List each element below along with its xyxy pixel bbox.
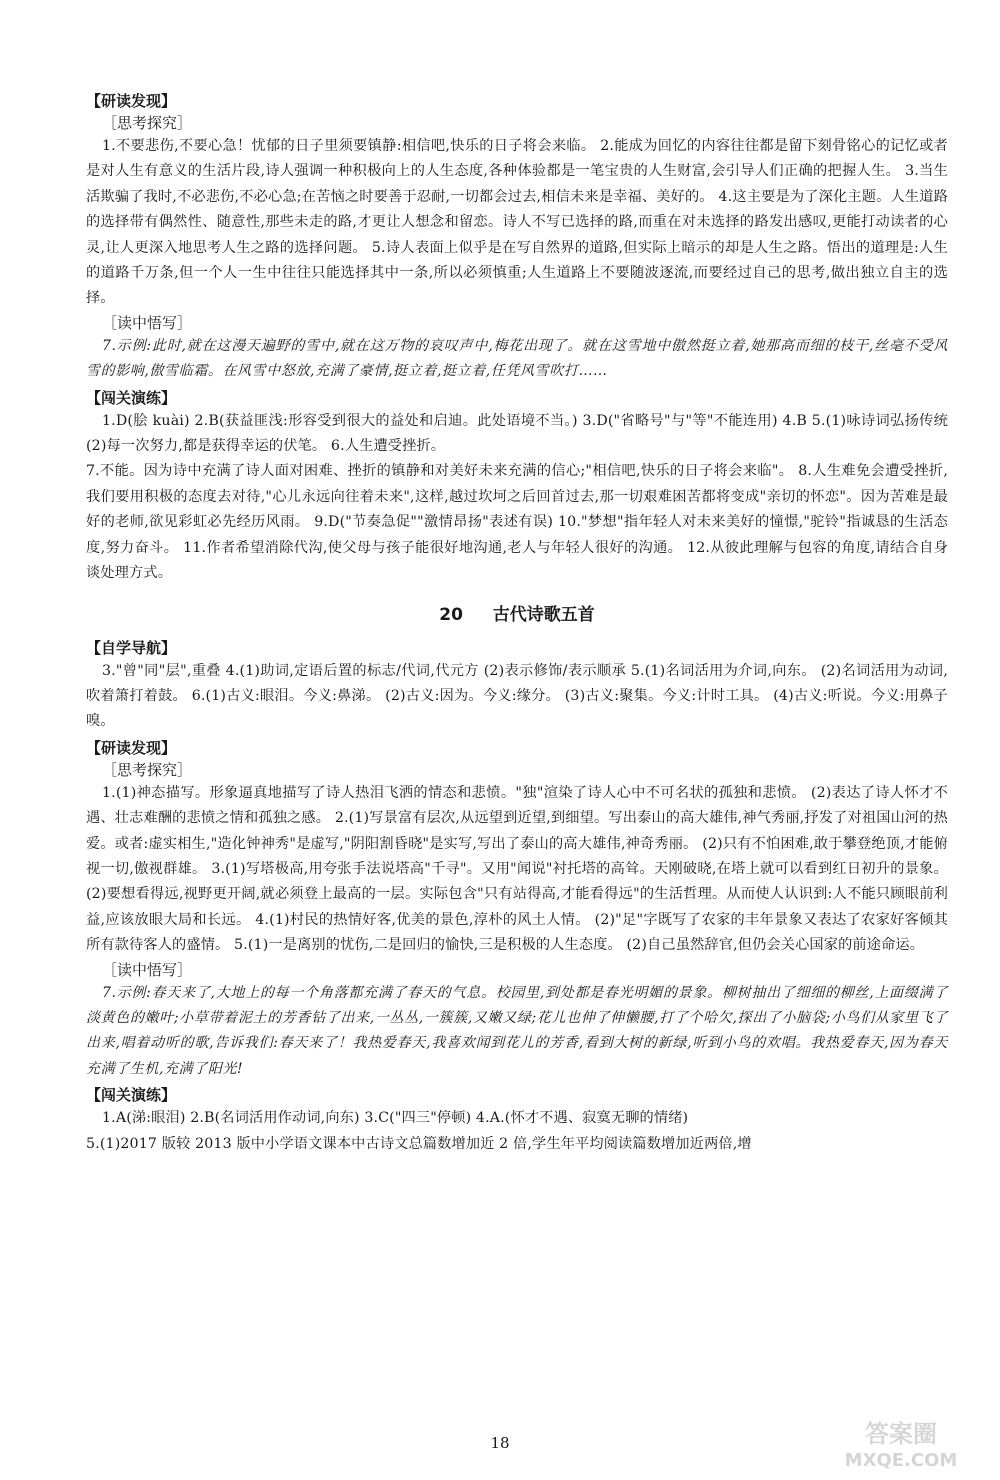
chapter-number: 20 (439, 604, 463, 625)
answer-paragraph: 3."曾"同"层",重叠 4.(1)助词,定语后置的标志/代词,代元方 (2)表示修饰/表示顺承 5.(1)名词活用为介词,向东。 (2)名词活用为动词,吹着箫打着鼓。 6.(1)古义:眼泪。今义:鼻涕。 (2)古义:因为。今义:缘分。 (3)古义:聚集。今义:计时工具。 (4)古义:听说。今义:用鼻子嗅。 (86, 662, 948, 730)
answer-paragraph: 1.不要悲伤,不要心急！忧郁的日子里须要镇静:相信吧,快乐的日子将会来临。 2.能成为回忆的内容往往都是留下刻骨铭心的记忆或者是对人生有意义的生活片段,诗人强调一种积极向上的人生态度,各种体验都是一笔宝贵的人生财富,会引导人们正确的把握人生。 3.当生活欺骗了我时,不必悲伤,不必心急;在苦恼之时要善于忍耐,一切都会过去,相信未来是幸福、美好的。 4.这主要是为了深化主题。人生道路的选择带有偶然性、随意性,那些未走的路,才更让人想念和留恋。诗人不写已选择的路,而重在对未选择的路发出感叹,更能打动读者的心灵,让人更深入地思考人生之路的选择问题。 5.诗人表面上似乎是在写自然界的道路,但实际上暗示的却是人生之路。悟出的道理是:人生的道路千万条,但一个人一生中往往只能选择其中一条,所以必须慎重;人生道路上不要随波逐流,而要经过自己的思考,做出独立自主的选择。 (86, 138, 948, 307)
section-heading-research: 【研读发现】 (86, 92, 177, 110)
chapter-name: 古代诗歌五首 (492, 604, 595, 625)
handwritten-example: 7.示例:春天来了,大地上的每一个角落都充满了春天的气息。校园里,到处都是春光明媚的景象。柳树抽出了细细的柳丝,上面缀满了淡黄色的嫩叶;小草带着泥土的芳香钻了出来,一丛丛,一簇簇,又嫩又绿;花儿也伸了伸懒腰,打了个哈欠,探出了小脑袋;小鸟们从家里飞了出来,唱着动听的歌,告诉我们:春天来了！我热爱春天,我喜欢闻到花儿的芳香,看到大树的新绿,听到小鸟的欢唱。我热爱春天,因为春天充满了生机,充满了阳光! (86, 984, 948, 1077)
answer-paragraph: 5.(1)2017 版较 2013 版中小学语文课本中古诗文总篇数增加近 2 倍,学生年平均阅读篇数增加近两倍,增 (86, 1135, 752, 1152)
section-heading-practice: 【闯关演练】 (86, 388, 177, 407)
answer-paragraph: 1.A(涕:眼泪) 2.B(名词活用作动词,向东) 3.C("四三"停顿) 4.A.(怀才不遇、寂寞无聊的情绪) (102, 1110, 689, 1127)
watermark-logo (816, 1414, 986, 1472)
handwritten-example: 7.示例:此时,就在这漫天遍野的雪中,就在这万物的哀叹声中,梅花出现了。就在这雪地中傲然挺立着,她那高而细的枝干,丝毫不受风雪的影响,傲雪临霜。在风雪中怒放,充满了豪情,挺立着,挺立着,任凭风雪吹打…… (86, 337, 948, 380)
subheading-think-explore: ［思考探究］ (102, 114, 193, 132)
section-heading-research: 【研读发现】 (86, 738, 177, 757)
subheading-think-explore: ［思考探究］ (102, 760, 193, 779)
watermark-url: MXQE.COM (844, 1450, 958, 1471)
watermark-text: 答案圈 (865, 1420, 937, 1448)
answer-page (86, 88, 948, 1157)
section-heading-practice: 【闯关演练】 (86, 1086, 177, 1105)
answer-paragraph: 1.(1)神态描写。形象逼真地描写了诗人热泪飞洒的情态和悲愤。"独"渲染了诗人心中不可名状的孤独和悲愤。 (2)表达了诗人怀才不遇、壮志难酬的悲愤之情和孤独之感。 2.(1)写景富有层次,从远望到近望,到细望。写出泰山的高大雄伟,神气秀丽,抒发了对祖国山河的热爱。或者:虚实相生,"造化钟神秀"是虚写,"阴阳割昏晓"是实写,写出了泰山的高大雄伟,神奇秀丽。 (2)只有不怕困难,敢于攀登绝顶,才能俯视一切,傲视群雄。 3.(1)写塔极高,用夸张手法说塔高"千寻"。又用"闻说"衬托塔的高耸。天刚破晓,在塔上就可以看到红日初升的景象。 (2)要想看得远,视野更开阔,就必须登上最高的一层。实际包含"只有站得高,才能看得远"的生活哲理。从而使人认识到:人不能只顾眼前利益,应该放眼大局和长远。 4.(1)村民的热情好客,优美的景色,淳朴的风土人情。 (2)"足"字既写了农家的丰年景象又表达了农家好客倾其所有款待客人的盛情。 5.(1)一是离别的忧伤,二是回归的愉快,三是积极的人生态度。 (2)自己虽然辞官,但仍会关心国家的前途命运。 (86, 784, 948, 954)
page-number: 18 (490, 1434, 510, 1452)
chapter-title (86, 603, 948, 627)
subheading-read-write: ［读中悟写］ (102, 960, 193, 979)
section-heading-self-study: 【自学导航】 (86, 638, 177, 657)
subheading-read-write: ［读中悟写］ (102, 313, 193, 332)
answer-paragraph: 1.D(脍 kuài) 2.B(获益匪浅:形容受到很大的益处和启迪。此处语境不当。) 3.D("省略号"与"等"不能连用) 4.B 5.(1)咏诗词弘扬传统 (2)每一次努力,都是获得幸运的伏笔。 6.人生遭受挫折。 (86, 412, 948, 455)
answer-paragraph: 7.不能。因为诗中充满了诗人面对困难、挫折的镇静和对美好未来充满的信心;"相信吧,快乐的日子将会来临"。 8.人生难免会遭受挫折,我们要用积极的态度去对待,"心儿永远向往着未来",这样,越过坎坷之后回首过去,那一切艰难困苦都将变成"亲切的怀恋"。因为苦难是最好的老师,欲见彩虹必先经历风雨。 9.D("节奏急促""激情昂扬"表述有误) 10."梦想"指年轻人对未来美好的憧憬,"驼铃"指诚恳的生活态度,努力奋斗。 11.作者希望消除代沟,使父母与孩子能很好地沟通,老人与年轻人很好的沟通。 12.从彼此理解与包容的角度,请结合自身谈处理方式。 (86, 463, 948, 582)
